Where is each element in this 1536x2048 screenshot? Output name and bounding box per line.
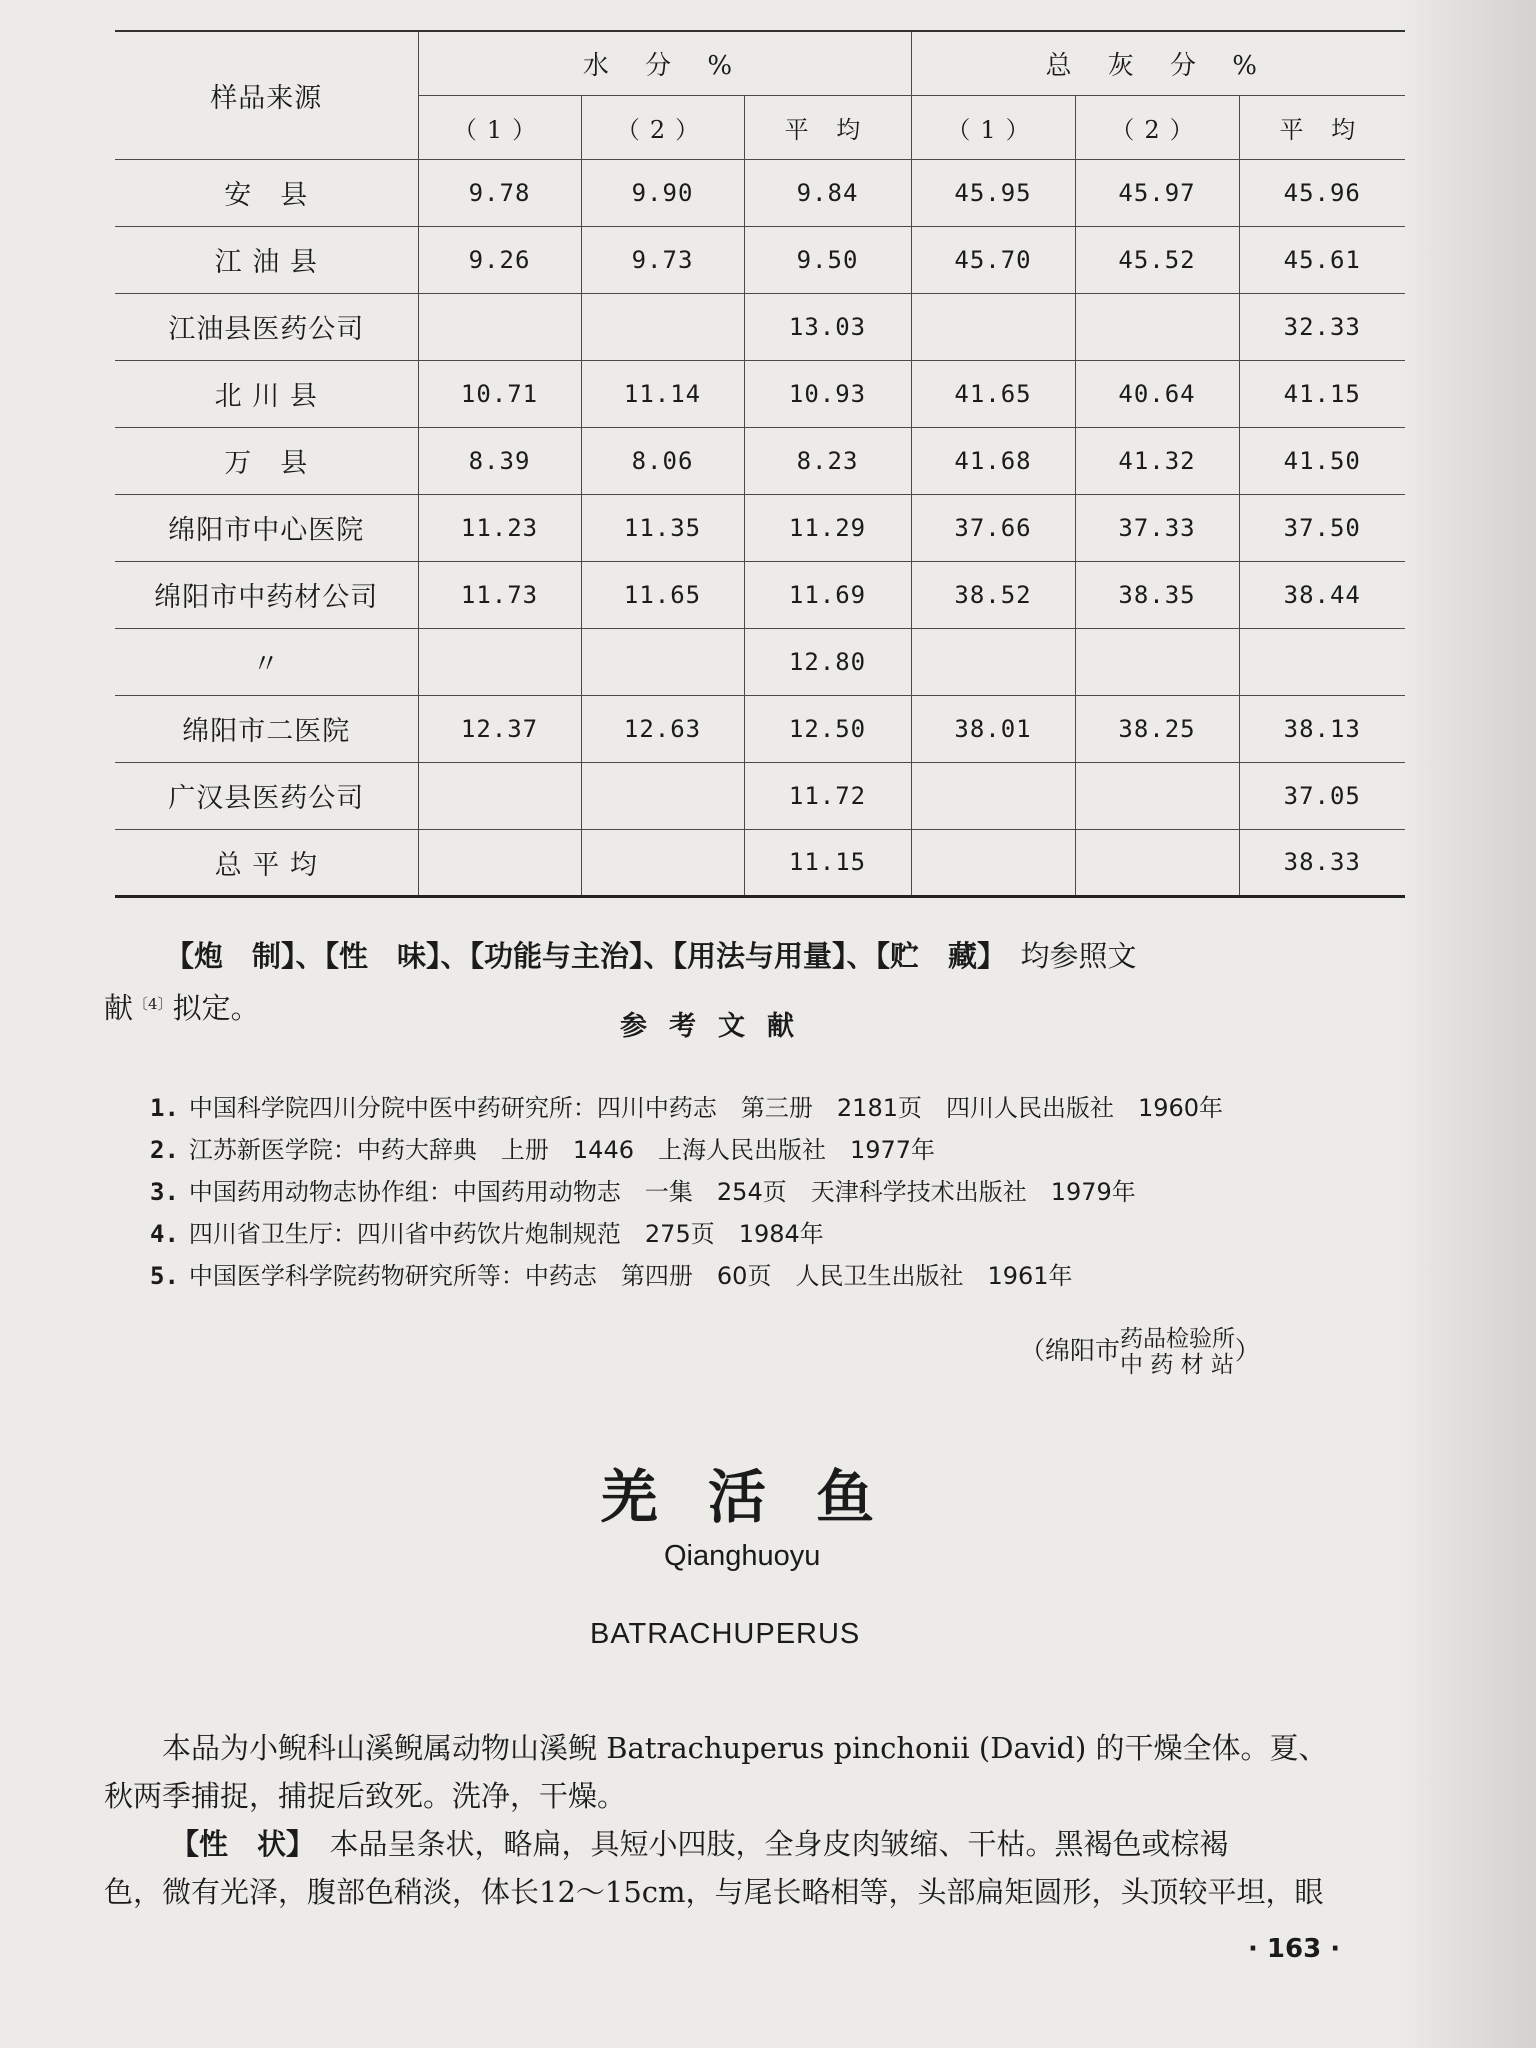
- page-shadow: [1396, 0, 1536, 2048]
- table-cell-value: [418, 829, 581, 896]
- table-cell-value: 11.15: [744, 829, 911, 896]
- table-cell-value: 41.15: [1239, 360, 1405, 427]
- reference-text: 中国医学科学院药物研究所等：中药志 第四册 60页 人民卫生出版社 1961年: [188, 1262, 1073, 1290]
- table-cell-value: 12.37: [418, 695, 581, 762]
- table-row: [115, 159, 1405, 226]
- header-ash: 总 灰 分 %: [911, 31, 1405, 95]
- text-fragment: 献: [104, 991, 134, 1025]
- table-cell-value: [581, 293, 744, 360]
- table-cell-value: 45.97: [1075, 159, 1239, 226]
- reference-item: [150, 1088, 1223, 1123]
- reference-number: 3.: [150, 1178, 179, 1206]
- reference-number: 5.: [150, 1262, 179, 1290]
- table-cell-value: [581, 762, 744, 829]
- section-label-description: 【性 状】: [170, 1827, 301, 1861]
- table-cell-value: 11.29: [744, 494, 911, 561]
- table-cell-value: [418, 293, 581, 360]
- table-cell-source: 广汉县医药公司: [115, 762, 418, 829]
- table-cell-value: 9.84: [744, 159, 911, 226]
- table-cell-value: 45.52: [1075, 226, 1239, 293]
- table-cell-value: 8.23: [744, 427, 911, 494]
- entry-title: 羌活鱼: [600, 1463, 925, 1531]
- entry-pinyin: Qianghuoyu: [664, 1540, 821, 1572]
- table-cell-value: 13.03: [744, 293, 911, 360]
- reference-item: [150, 1256, 1073, 1291]
- table-cell-value: 38.33: [1239, 829, 1405, 896]
- references-heading: 参考文献: [620, 1011, 816, 1042]
- paragraph-tail: 均参照文: [991, 939, 1137, 973]
- paragraph-processing-line2: [104, 986, 260, 1030]
- table-cell-value: 11.35: [581, 494, 744, 561]
- table-cell-value: [1075, 293, 1239, 360]
- signature-line1: 药品检验所: [1120, 1326, 1236, 1352]
- subheader-water-2: （2）: [581, 95, 744, 159]
- table-row: [115, 360, 1405, 427]
- paragraph-processing: [165, 934, 1137, 978]
- table-cell-value: [418, 762, 581, 829]
- table-cell-value: 45.61: [1239, 226, 1405, 293]
- table-cell-value: 32.33: [1239, 293, 1405, 360]
- table-cell-value: 38.52: [911, 561, 1075, 628]
- reference-item: [150, 1172, 1136, 1207]
- citation-superscript: 〔4〕: [133, 995, 173, 1013]
- table-cell-value: 8.39: [418, 427, 581, 494]
- table-cell-value: 9.50: [744, 226, 911, 293]
- table-cell-value: [1075, 762, 1239, 829]
- table-row: [115, 762, 1405, 829]
- subheader-ash-avg: 平 均: [1239, 95, 1405, 159]
- table-cell-value: 9.73: [581, 226, 744, 293]
- author-signature: [1020, 1326, 1260, 1378]
- subheader-ash-2: （2）: [1075, 95, 1239, 159]
- table-row: [115, 829, 1405, 896]
- table-cell-source: 总 平 均: [115, 829, 418, 896]
- entry-paragraph-2-line1: [170, 1822, 1229, 1866]
- reference-number: 4.: [150, 1220, 179, 1248]
- signature-line2: 中 药 材 站: [1120, 1352, 1234, 1378]
- table-cell-value: 40.64: [1075, 360, 1239, 427]
- table-cell-source: 江 油 县: [115, 226, 418, 293]
- reference-text: 中国科学院四川分院中医中药研究所：四川中药志 第三册 2181页 四川人民出版社 1960年: [188, 1094, 1224, 1122]
- table-cell-value: 41.50: [1239, 427, 1405, 494]
- table-cell-value: 10.93: [744, 360, 911, 427]
- header-water: 水 分 %: [418, 31, 911, 95]
- table-cell-value: 11.69: [744, 561, 911, 628]
- table-cell-value: 38.44: [1239, 561, 1405, 628]
- table-cell-value: [1239, 628, 1405, 695]
- table-cell-value: 9.26: [418, 226, 581, 293]
- table-cell-value: [911, 829, 1075, 896]
- table-cell-value: 11.73: [418, 561, 581, 628]
- subheader-water-1: （1）: [418, 95, 581, 159]
- table-row: [115, 427, 1405, 494]
- table-cell-value: [911, 628, 1075, 695]
- entry-paragraph-1-line1: 本品为小鲵科山溪鲵属动物山溪鲵 Batrachuperus pinchonii (David) 的干燥全体。夏、: [104, 1731, 1328, 1765]
- table-row: [115, 226, 1405, 293]
- text-fragment: 本品呈条状，略扁，具短小四肢，全身皮肉皱缩、干枯。黑褐色或棕褐: [300, 1827, 1229, 1861]
- table-cell-value: 12.63: [581, 695, 744, 762]
- table-cell-value: 12.50: [744, 695, 911, 762]
- table-cell-value: 12.80: [744, 628, 911, 695]
- table-cell-value: 11.14: [581, 360, 744, 427]
- reference-item: [150, 1130, 935, 1165]
- subheader-water-avg: 平 均: [744, 95, 911, 159]
- table-cell-value: 10.71: [418, 360, 581, 427]
- table-row: [115, 695, 1405, 762]
- table-cell-value: 38.25: [1075, 695, 1239, 762]
- entry-latin-name: BATRACHUPERUS: [590, 1618, 861, 1650]
- table-cell-value: [581, 829, 744, 896]
- table-cell-value: 37.66: [911, 494, 1075, 561]
- table-cell-source: 〃: [115, 628, 418, 695]
- table-cell-value: 9.90: [581, 159, 744, 226]
- table-cell-source: 北 川 县: [115, 360, 418, 427]
- table-row: [115, 628, 1405, 695]
- reference-text: 江苏新医学院：中药大辞典 上册 1446 上海人民出版社 1977年: [188, 1136, 936, 1164]
- reference-text: 中国药用动物志协作组：中国药用动物志 一集 254页 天津科学技术出版社 1979年: [188, 1178, 1136, 1206]
- table-cell-value: 11.23: [418, 494, 581, 561]
- table-cell-value: [1075, 829, 1239, 896]
- signature-prefix: （绵阳市: [1020, 1336, 1121, 1365]
- table-cell-value: [418, 628, 581, 695]
- table-cell-value: 41.68: [911, 427, 1075, 494]
- table-cell-source: 安 县: [115, 159, 418, 226]
- signature-suffix: ）: [1235, 1336, 1261, 1365]
- table-cell-value: 11.65: [581, 561, 744, 628]
- subheader-ash-1: （1）: [911, 95, 1075, 159]
- signature-stack: [1120, 1326, 1235, 1378]
- reference-number: 2.: [150, 1136, 179, 1164]
- page-number: · 163 ·: [1248, 1934, 1341, 1964]
- table-cell-value: 11.72: [744, 762, 911, 829]
- table-cell-value: [911, 762, 1075, 829]
- table-cell-value: [581, 628, 744, 695]
- table-cell-value: 8.06: [581, 427, 744, 494]
- text-fragment: 拟定。: [172, 991, 260, 1025]
- table-cell-value: 41.32: [1075, 427, 1239, 494]
- reference-item: [150, 1214, 824, 1249]
- table-cell-value: [1075, 628, 1239, 695]
- table-cell-value: 37.50: [1239, 494, 1405, 561]
- table-row: [115, 561, 1405, 628]
- section-labels: 【炮 制】、【性 味】、【功能与主治】、【用法与用量】、【贮 藏】: [165, 939, 992, 973]
- entry-paragraph-1-line2: 秋两季捕捉，捕捉后致死。洗净，干燥。: [104, 1779, 627, 1813]
- table-cell-value: 45.95: [911, 159, 1075, 226]
- reference-number: 1.: [150, 1094, 179, 1122]
- table-cell-value: 38.35: [1075, 561, 1239, 628]
- table-row: [115, 494, 1405, 561]
- table-cell-value: 45.70: [911, 226, 1075, 293]
- table-cell-value: [911, 293, 1075, 360]
- table-cell-source: 江油县医药公司: [115, 293, 418, 360]
- table-cell-source: 绵阳市中药材公司: [115, 561, 418, 628]
- table-cell-value: 37.05: [1239, 762, 1405, 829]
- table-cell-source: 万 县: [115, 427, 418, 494]
- table-cell-value: 37.33: [1075, 494, 1239, 561]
- header-source: 样品来源: [115, 31, 418, 159]
- table-cell-source: 绵阳市二医院: [115, 695, 418, 762]
- table-cell-source: 绵阳市中心医院: [115, 494, 418, 561]
- table-cell-value: 38.13: [1239, 695, 1405, 762]
- reference-text: 四川省卫生厅：四川省中药饮片炮制规范 275页 1984年: [188, 1220, 824, 1248]
- table-cell-value: 38.01: [911, 695, 1075, 762]
- table-row: [115, 293, 1405, 360]
- table-cell-value: 45.96: [1239, 159, 1405, 226]
- table-cell-value: 41.65: [911, 360, 1075, 427]
- entry-paragraph-2-line2: 色，微有光泽，腹部色稍淡，体长12～15cm，与尾长略相等，头部扁矩圆形，头顶较平坦，眼: [104, 1875, 1324, 1909]
- table-cell-value: 9.78: [418, 159, 581, 226]
- assay-table: [115, 30, 1405, 898]
